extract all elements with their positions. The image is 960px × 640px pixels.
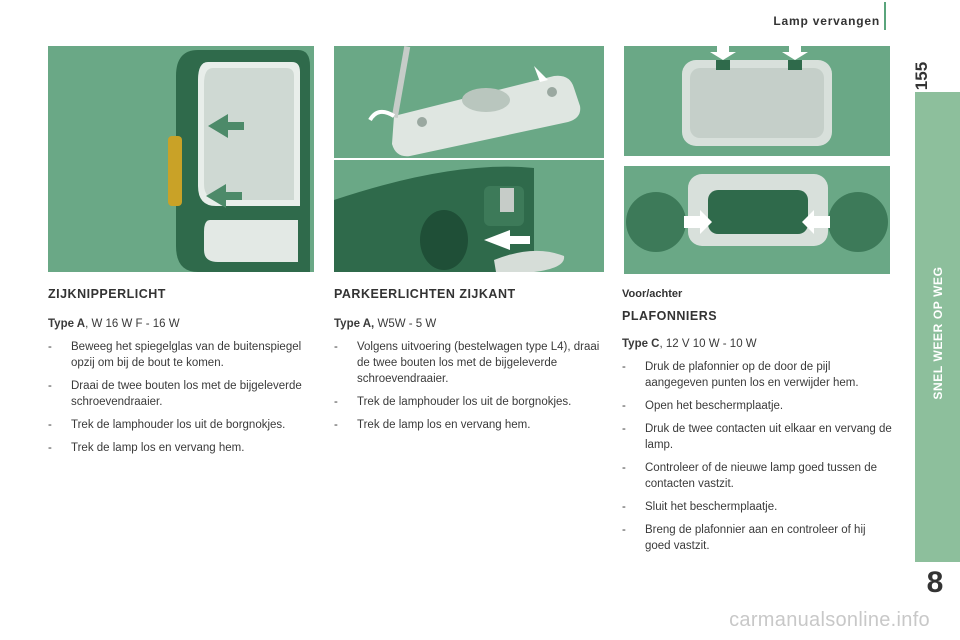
list-item: - Druk de plafonnier op de door de pijl aangegeven punten los en verwijder hem.	[622, 359, 892, 391]
list-item: - Trek de lamphouder los uit de borgnokjes.	[334, 394, 604, 410]
side-tab-label: SNEL WEER OP WEG	[930, 266, 945, 400]
list-item: - Trek de lamp los en vervang hem.	[48, 440, 316, 456]
steps-list	[334, 339, 604, 433]
type-line	[48, 316, 316, 332]
zijknipperlicht-section	[48, 286, 316, 463]
list-item: - Beweeg het spiegelglas van de buitenspiegel opzij om bij de bout te komen.	[48, 339, 316, 371]
sub-label: Voor/achter	[622, 288, 683, 300]
lamp-holder-illustration	[334, 160, 604, 272]
list-item: - Trek de lamp los en vervang hem.	[334, 417, 604, 433]
running-header: Lamp vervangen	[773, 14, 880, 28]
list-item: - Open het beschermplaatje.	[622, 398, 892, 414]
section-title: ZIJKNIPPERLICHT	[48, 287, 166, 301]
list-item: - Druk de twee contacten uit elkaar en vervang de lamp.	[622, 421, 892, 453]
list-item: - Draai de twee bouten los met de bijgeleverde schroevendraaier.	[48, 378, 316, 410]
plafonniers-section	[622, 286, 892, 561]
screwdriver-lamp-cover-illustration	[334, 46, 604, 158]
section-title: PARKEERLICHTEN ZIJKANT	[334, 287, 516, 301]
steps-list	[622, 359, 892, 554]
list-item: - Controleer of de nieuwe lamp goed tussen de contacten vastzit.	[622, 460, 892, 492]
page-number-container	[912, 62, 942, 92]
steps-list	[48, 339, 316, 456]
header-divider	[884, 2, 886, 30]
type-label: Type A,	[334, 318, 375, 330]
type-line	[334, 316, 604, 332]
list-item: - Volgens uitvoering (bestelwagen type L4), draai de twee bouten los met de bijgeleverde schroevendraaier.	[334, 339, 604, 387]
chapter-number: 8	[926, 566, 944, 599]
parkeerlichten-section	[334, 286, 604, 440]
ceiling-light-illustration	[624, 46, 890, 156]
watermark: carmanualsonline.info	[729, 609, 930, 631]
type-line	[622, 336, 892, 352]
type-value: , 12 V 10 W - 10 W	[659, 338, 757, 350]
side-mirror-illustration	[48, 46, 314, 272]
type-label: Type A	[48, 318, 86, 330]
list-item: - Trek de lamphouder los uit de borgnokjes.	[48, 417, 316, 433]
side-tab-text-container	[915, 92, 960, 560]
type-label: Type C	[622, 338, 660, 350]
list-item: - Sluit het beschermplaatje.	[622, 499, 892, 515]
ceiling-light-contacts-illustration	[624, 166, 890, 274]
page-number: 155	[912, 61, 932, 91]
type-value: W5W - 5 W	[374, 318, 437, 330]
type-value: , W 16 W F - 16 W	[85, 318, 180, 330]
section-title: PLAFONNIERS	[622, 309, 718, 323]
list-item: - Breng de plafonnier aan en controleer of hij goed vastzit.	[622, 522, 892, 554]
